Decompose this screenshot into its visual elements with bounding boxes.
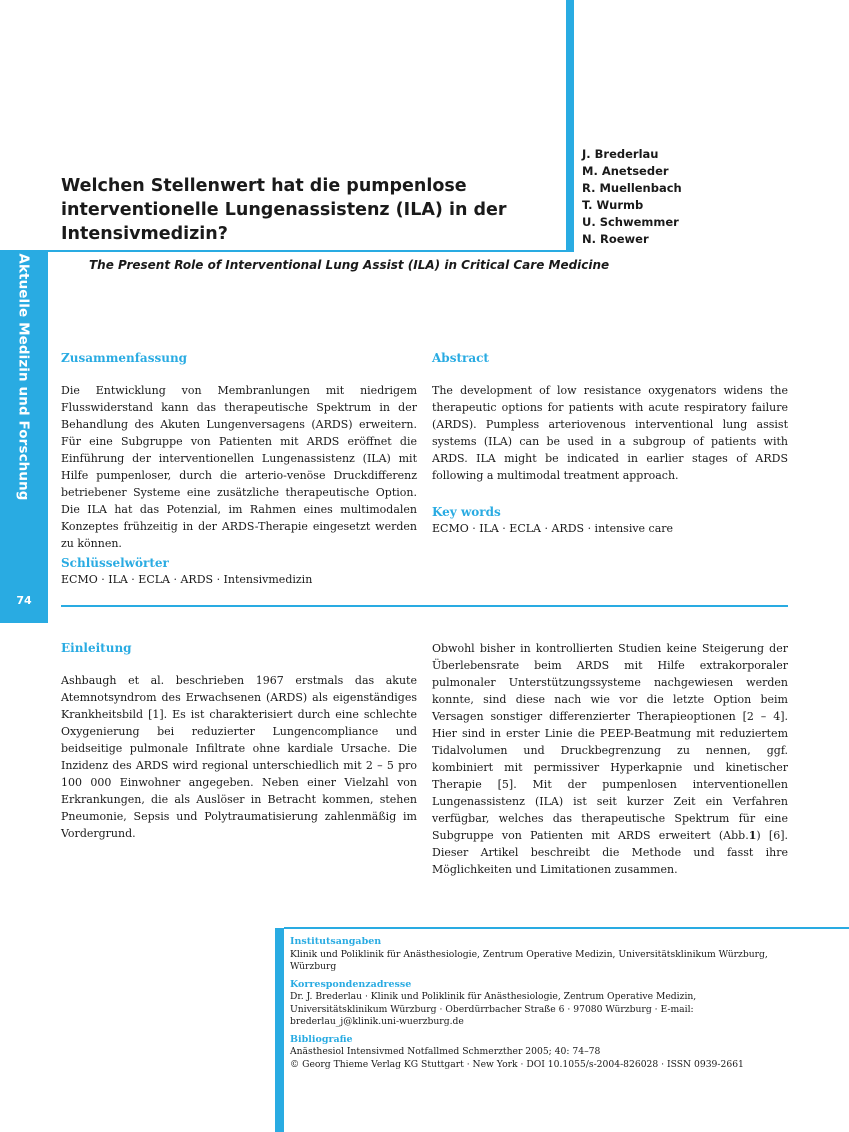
correspondence-text: Dr. J. Brederlau · Klinik und Poliklinik für Anästhesiologie, Zentrum Operative Medizin, Universitätsklinikum Würzburg · Oberdürrbacher Straße 6 · 97080 Würzburg · E-mail: brederlau_j@klinik.uni-wuerzburg.de [290,991,697,1027]
section-label: Aktuelle Medizin und Forschung [16,253,33,501]
article-footer [290,936,790,1076]
figure-ref-link[interactable]: 1 [748,829,757,842]
author: J. Brederlau [582,147,659,161]
bibliography-block [290,1034,790,1072]
correspondence-heading: Korrespondenzadresse [290,978,412,990]
bibliography-line: Anästhesiol Intensivmed Notfallmed Schmerzther 2005; 40: 74–78 [290,1046,601,1057]
abstract-en-heading: Abstract [432,351,489,365]
title-line: interventionelle Lungenassistenz (ILA) in der [61,200,507,220]
correspondence-block [290,979,790,1029]
intro-right [432,640,788,878]
footer-rule [284,927,849,929]
article-subtitle: The Present Role of Interventional Lung Assist (ILA) in Critical Care Medicine [89,258,610,272]
author: M. Anetseder [582,164,669,178]
author: R. Muellenbach [582,181,682,195]
keywords-en-text: ECMO · ILA · ECLA · ARDS · intensive care [432,522,674,535]
keywords-en [432,505,788,537]
keywords-de-text: ECMO · ILA · ECLA · ARDS · Intensivmedizin [61,573,313,586]
institution-heading: Institutsangaben [290,936,382,947]
keywords-de-heading: Schlüsselwörter [61,556,169,570]
author: U. Schwemmer [582,215,679,229]
article-title [61,174,541,246]
accent-bar-top [566,0,574,252]
title-line: Intensivmedizin? [61,224,228,244]
intro-para-right-b: ) [6]. Dieser Artikel beschreibt die Methode und fasst ihre Möglichkeiten und Limitationen zusammen. [432,829,789,876]
author: N. Roewer [582,232,649,246]
keywords-de [61,556,417,588]
summary-de-heading: Zusammenfassung [61,351,188,365]
institution-text: Klinik und Poliklinik für Anästhesiologie, Zentrum Operative Medizin, Universitätsklinikum Würzburg, Würzburg [290,948,768,972]
intro-para-left: Ashbaugh et al. beschrieben 1967 erstmals das akute Atemnotsyndrom des Erwachsenen (ARDS) als eigenständiges Krankheitsbild [1]. Es ist charakterisiert durch eine schlechte Oxygenierung bei reduzierter Lungencompliance und beidseitige pulmonale Infiltrate ohne kardiale Ursache. Die Inzidenz des ARDS wird regional unterschiedlich mit 2 – 5 pro 100 000 Einwohner angegeben. Neben einer Vielzahl von Erkrankungen, die als Auslöser in Betracht kommen, stehen Pneumonie, Sepsis und Polytraumatisierung zahlenmäßig im Vordergrund. [61,674,417,840]
institution-block [290,936,790,974]
title-line: Welchen Stellenwert hat die pumpenlose [61,176,467,196]
intro-para-right [432,640,788,878]
summary-de [61,351,417,552]
bibliography-heading: Bibliografie [290,1033,353,1045]
author-list [582,146,682,248]
page-number: 74 [16,594,32,607]
title-rule [0,250,570,252]
keywords-en-heading: Key words [432,505,501,519]
bibliography-line: © Georg Thieme Verlag KG Stuttgart · New York · DOI 10.1055/s-2004-826028 · ISSN 0939-2661 [290,1058,744,1070]
section-tab-label-wrap [0,252,48,502]
abstract-en [432,351,788,484]
intro-left [61,641,417,842]
section-separator [61,605,788,607]
author: T. Wurmb [582,198,644,212]
summary-de-text: Die Entwicklung von Membranlungen mit niedrigem Flusswiderstand kann das therapeutische Spektrum in der Behandlung des Akuten Lungenversagens (ARDS) erweitern. Für eine Subgruppe von Patienten mit ARDS eröffnet die Einführung der interventionellen Lungenassistenz (ILA) mit Hilfe pumpenloser, durch die arterio-venöse Druckdifferenz betriebener Systeme eine zusätzliche therapeutische Option. Die ILA hat das Potenzial, im Rahmen eines multimodalen Konzeptes frühzeitig in der ARDS-Therapie eingesetzt werden zu können. [61,384,417,550]
intro-heading: Einleitung [61,641,132,655]
footer-accent-bar [275,928,284,1132]
intro-para-right-a: Obwohl bisher in kontrollierten Studien keine Steigerung der Überlebensrate beim ARDS mit Hilfe extrakorporaler pulmonaler Unterstützungssysteme nachgewiesen werden konnte, sind diese nach wie vor die letzte Option beim Versagen sonstiger differenzierter Therapieoptionen [2 – 4]. Hier sind in erster Linie die PEEP-Beatmung mit reduziertem Tidalvolumen und Druckbegrenzung zu nennen, ggf. kombiniert mit permissiver Hyperkapnie und kinetischer Therapie [5]. Mit der pumpenlosen interventionellen Lungenassistenz (ILA) ist seit kurzer Zeit ein Verfahren verfügbar, welches das therapeutische Spektrum für eine Subgruppe von Patienten mit ARDS erweitert (Abb. [432,642,788,842]
abstract-en-text: The development of low resistance oxygenators widens the therapeutic options for patients with acute respiratory failure (ARDS). Pumpless arteriovenous interventional lung assist systems (ILA) can be used in a subgroup of patients with ARDS. ILA might be indicated in earlier stages of ARDS following a multimodal treatment approach. [432,384,788,482]
